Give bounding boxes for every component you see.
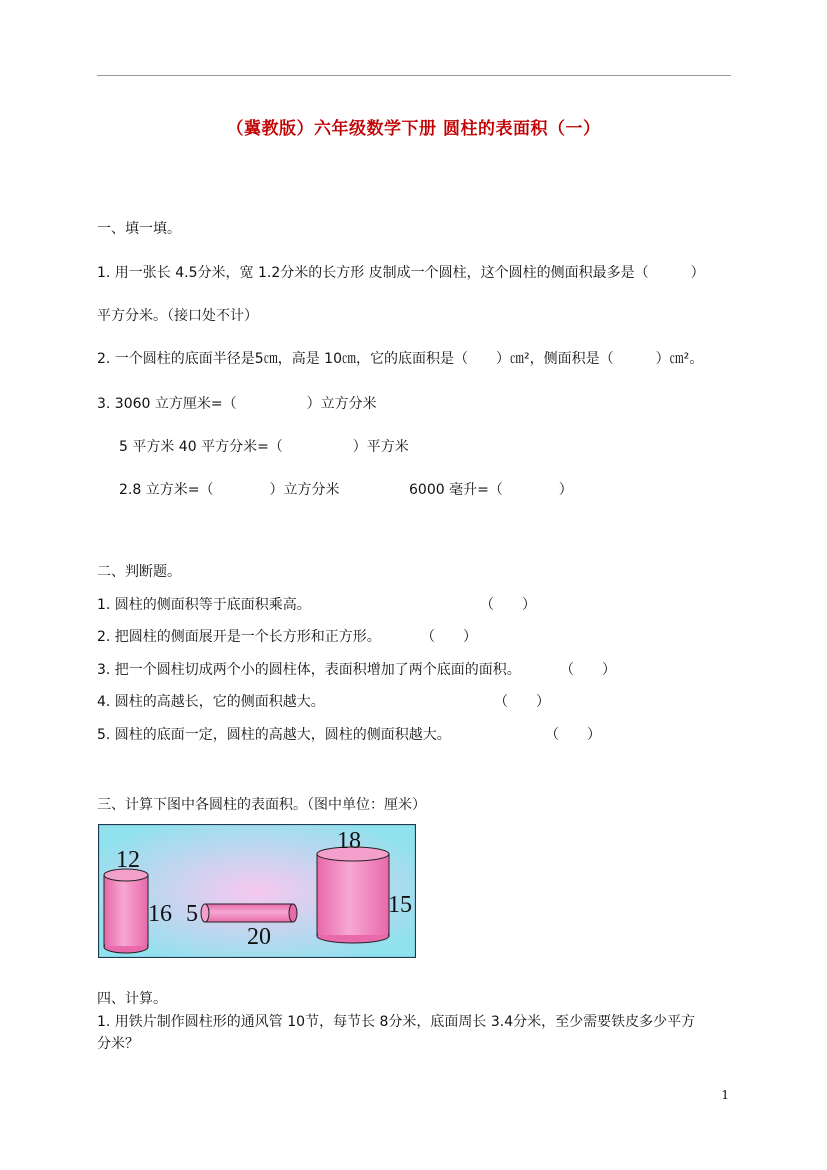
cylinder-2-length: 20 <box>247 924 271 950</box>
cylinders-figure <box>98 824 416 958</box>
s2-item-4-paren: （ ） <box>494 694 550 710</box>
cylinder-3-height: 15 <box>388 892 412 918</box>
s2-item-1: 1. 圆柱的侧面积等于底面积乘高。 <box>97 597 311 613</box>
s4-question-1-line-2: 分米？ <box>97 1036 139 1052</box>
section-4-heading: 四、计算。 <box>97 991 167 1007</box>
s1-question-3a: 3. 3060 立方厘米=（ ）立方分米 <box>97 396 377 412</box>
cylinder-1 <box>104 869 148 953</box>
section-1-heading: 一、填一填。 <box>97 221 181 237</box>
s2-item-1-paren: （ ） <box>480 597 536 613</box>
page-title: （冀教版）六年级数学下册 圆柱的表面积（一） <box>226 119 601 139</box>
s1-question-1-line-1: 1. 用一张长 4.5分米，宽 1.2分米的长方形 皮制成一个圆柱，这个圆柱的侧面积最多是（ ） <box>97 265 705 281</box>
s1-question-2: 2. 一个圆柱的底面半径是5㎝，高是 10㎝，它的底面积是（ ）㎝²，侧面积是（ ）㎝²。 <box>97 351 704 367</box>
s2-item-5-paren: （ ） <box>545 727 601 743</box>
header-rule <box>97 75 731 76</box>
s4-question-1-line-1: 1. 用铁片制作圆柱形的通风管 10节，每节长 8分米，底面周长 3.4分米，至少需要铁皮多少平方 <box>97 1014 696 1030</box>
cylinder-1-diameter: 12 <box>116 847 140 873</box>
s2-item-3: 3. 把一个圆柱切成两个小的圆柱体，表面积增加了两个底面的面积。 <box>97 662 521 678</box>
page-number: 1 <box>721 1088 729 1102</box>
cylinder-2 <box>201 904 297 922</box>
s2-item-5: 5. 圆柱的底面一定，圆柱的高越大，圆柱的侧面积越大。 <box>97 727 451 743</box>
cylinder-1-height: 16 <box>148 901 172 927</box>
s1-question-3d: 6000 毫升=（ ） <box>409 482 573 498</box>
s2-item-2: 2. 把圆柱的侧面展开是一个长方形和正方形。 <box>97 629 381 645</box>
section-3-heading: 三、计算下图中各圆柱的表面积。（图中单位：厘米） <box>97 797 426 813</box>
s1-question-1-line-2: 平方分米。（接口处不计） <box>97 308 258 324</box>
s2-item-4: 4. 圆柱的高越长，它的侧面积越大。 <box>97 694 325 710</box>
section-2-heading: 二、判断题。 <box>97 564 181 580</box>
s1-question-3c: 2.8 立方米=（ ）立方分米 <box>119 482 340 498</box>
s2-item-2-paren: （ ） <box>421 629 477 645</box>
s2-item-3-paren: （ ） <box>560 662 616 678</box>
s1-question-3b: 5 平方米 40 平方分米=（ ）平方米 <box>119 439 409 455</box>
cylinder-3 <box>317 847 389 943</box>
cylinder-2-diameter: 5 <box>186 901 198 927</box>
cylinder-3-diameter: 18 <box>337 828 361 854</box>
